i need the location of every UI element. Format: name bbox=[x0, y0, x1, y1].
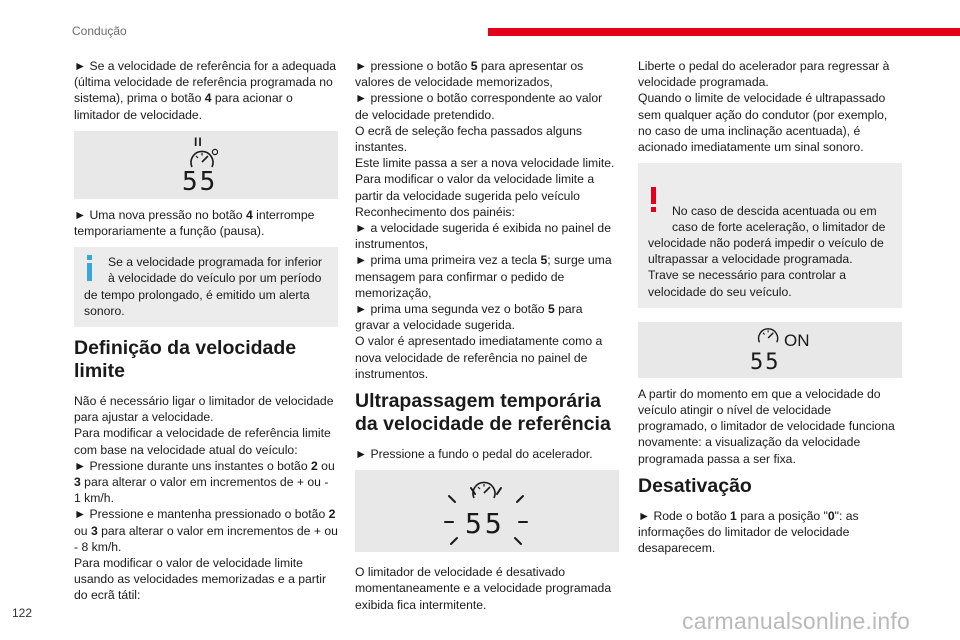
speed-on-display-image bbox=[638, 322, 902, 378]
section-heading: Definição da velocidade limite bbox=[74, 337, 297, 383]
paragraph: ► pressione o botão 5 para apresentar os valores de velocidade memorizados, ► pressione o botão correspondente ao valor de velocidade pretendido. O ecrã de seleção fecha passados alguns instantes. Este limite passa a ser a nova velocidade limite. Para modificar o valor da velocidade limite a partir da velocidade sugerida pelo veículo Reconhecimento dos painéis: ► a velocidade sugerida é exibida no painel de instrumentos, ► prima uma primeira vez a tecla 5; surge uma mensagem para confirmar o pedido de memorização, ► prima uma segunda vez o botão 5 para gravar a velocidade sugerida. O valor é apresentado imediatamente como a nova velocidade de referência no painel de instrumentos. bbox=[355, 59, 615, 381]
info-text-rest: de tempo prolongado, é emitido um alerta sonoro. bbox=[84, 287, 310, 318]
on-indicator: ON bbox=[784, 330, 810, 350]
header-accent-bar bbox=[488, 28, 960, 36]
pause-icon: II bbox=[194, 134, 203, 149]
info-icon bbox=[84, 255, 106, 285]
warning-box bbox=[638, 163, 902, 308]
warning-text-rest: velocidade não poderá impedir o veículo de ultrapassar a velocidade programada. Trave se necessário para controlar a velocidade do seu veículo. bbox=[648, 236, 884, 299]
page-header-title: Condução bbox=[72, 24, 127, 38]
speedometer-icon bbox=[756, 325, 782, 351]
speed-readout: 55 bbox=[750, 349, 781, 375]
page-number: 122 bbox=[12, 606, 33, 620]
paragraph: Não é necessário ligar o limitador de velocidade para ajustar a velocidade. Para modificar a velocidade de referência limite com base na velocidade atual do veículo: ► Pressione durante uns instantes o botão 2 ou 3 para alterar o valor em incrementos de + ou - 1 km/h. ► Pressione e mantenha pressionado o botão 2 ou 3 para alterar o valor em incrementos de + ou - 8 km/h. Para modificar o valor de velocidade limite usando as velocidades memorizadas e a partir do ecrã tátil: bbox=[74, 394, 338, 603]
paragraph: ► Se a velocidade de referência for a adequada (última velocidade de referência programada no sistema), prima o botão 4 para acionar o limitador de velocidade. bbox=[74, 59, 337, 122]
column-3 bbox=[638, 58, 902, 564]
paragraph: ► Uma nova pressão no botão 4 interrompe temporariamente a função (pausa). bbox=[74, 207, 315, 239]
warning-text-first: No caso de descida acentuada ou em caso de forte aceleração, o limitador de bbox=[672, 203, 886, 234]
column-2 bbox=[355, 58, 619, 621]
paragraph: O limitador de velocidade é desativado momentaneamente e a velocidade programada exibida fica intermitente. bbox=[355, 565, 612, 612]
speed-readout: 55 bbox=[465, 507, 505, 541]
watermark: carmanualsonline.info bbox=[682, 608, 910, 634]
warning-icon bbox=[648, 171, 670, 201]
column-1 bbox=[74, 58, 338, 612]
info-text-first: Se a velocidade programada for inferior à velocidade do veículo por um período bbox=[108, 255, 323, 286]
pause-display-image bbox=[74, 131, 338, 199]
section-heading: Desativação bbox=[638, 474, 752, 497]
section-heading: Ultrapassagem temporária da velocidade de referência bbox=[355, 390, 611, 436]
flashing-speed-display-image bbox=[355, 470, 619, 552]
paragraph: A partir do momento em que a velocidade do veículo atingir o nível de velocidade programado, o limitador de velocidade funciona novamente: a visualização da velocidade programada passa a ser fixa. bbox=[638, 386, 895, 466]
paragraph: Liberte o pedal do acelerador para regressar à velocidade programada. Quando o limite de velocidade é ultrapassado sem qualquer ação do condutor (por exemplo, no caso de uma inclinação acentuada), é acionado imediatamente um sinal sonoro. bbox=[638, 59, 890, 155]
speed-readout: 55 bbox=[182, 166, 218, 197]
paragraph: ► Pressione a fundo o pedal do acelerador. bbox=[355, 447, 593, 462]
info-box bbox=[74, 247, 338, 327]
paragraph: ► Rode o botão 1 para a posição "0": as informações do limitador de velocidade desaparecem. bbox=[638, 508, 859, 556]
